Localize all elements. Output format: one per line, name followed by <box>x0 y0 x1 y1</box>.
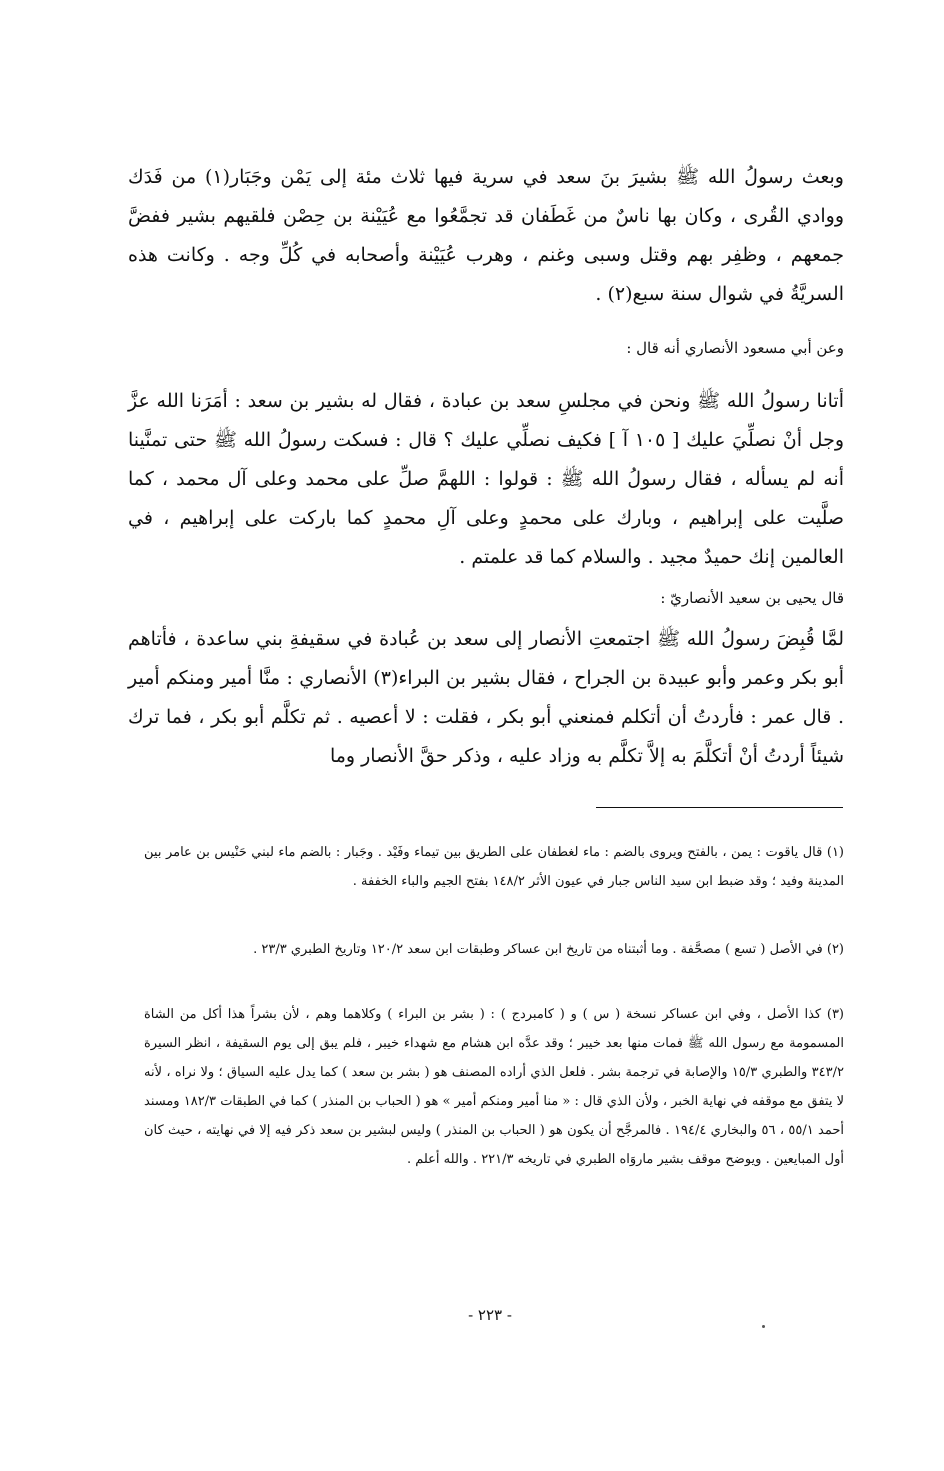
footnote-3: (٣) كذا الأصل ، وفي ابن عساكر نسخة ( س ) و ( كامبردج ) : ( بشر بن البراء ) وكلاهما وهم ، لأن بشراً هذا أكل من الشاة المسمومة مع رسول الله ﷺ فمات منها بعد خيبر ؛ وقد عدَّه ابن هشام مع شهداء خيبر ، فلم يبق إلى يوم السقيفة ، انظر السيرة ٣٤٣/٢ والطبري ١٥/٣ والإصابة في ترجمة بشر . فلعل الذي أراده المصنف هو ( بشر بن سعد ) كما يدل عليه السياق ؛ ولا نراه ، لأنه لا يتفق مع موقفه في نهاية الخبر ، ولأن الذي قال : « منا أمير ومنكم أمير » هو ( الحباب بن المنذر ) كما في الطبقات ١٨٢/٣ ومسند أحمد ٥٥/١ ، ٥٦ والبخاري ١٩٤/٤ . فالمرجَّح أن يكون هو ( الحباب بن المنذر ) وليس لبشير بن سعد ذكر فيه إلا في نهايته ، حيث كان أول المبايعين . ويوضح موقف بشير ماروَاه الطبري في تاريخه ٢٢١/٣ . والله أعلم . <box>144 1007 845 1167</box>
paragraph-salat-ibrahimiyya: أتانا رسولُ الله ﷺ ونحن في مجلسِ سعد بن عبادة ، فقال له بشير بن سعد : أمَرَنا الله عزَّ وجل أنْ نصلِّيَ عليك [ ١٠٥ آ ] فكيف نصلِّي عليك ؟ قال : فسكت رسولُ الله ﷺ حتى تمنَّينا أنه لم يسأله ، فقال رسولُ الله ﷺ : قولوا : اللهمَّ صلِّ على محمد وعلى آل محمد ، كما صلَّيت على إبراهيم ، وبارك على محمدٍ وعلى آلِ محمدٍ كما باركت على إبراهيم ، في العالمين إنك حميدٌ مجيد . والسلام كما قد علمتم . <box>128 390 844 568</box>
scan-speck <box>762 1325 765 1328</box>
footnote-1: (١) قال ياقوت : يمن ، بالفتح ويروى بالضم : ماء لغطفان على الطريق بين تيماء وفَيْد . وجَبار : بالضم ماء لبني حَنْيس بن عامر بين المدينة وفيد ؛ وقد ضبط ابن سيد الناس جبار في عيون الأثر ١٤٨/٢ بفتح الجيم والباء الخففة . <box>144 845 844 889</box>
hadith-intro-yahya: قال يحيى بن سعيد الأنصاريّ : <box>660 589 844 607</box>
hadith-intro-abu-masud: وعن أبي مسعود الأنصاري أنه قال : <box>626 339 844 357</box>
paragraph-sariyya: وبعث رسولُ الله ﷺ بشيرَ بنَ سعد في سرية فيها ثلاث مئة إلى يَمْن وجَبَار(١) من فَدَك ووادي القُرى ، وكان بها ناسٌ من غَطَفان قد تجمَّعُوا مع عُيَيْنة بن حِصْن فلقيهم بشير ففضَّ جمعهم ، وظفِر بهم وقتل وسبى وغنم ، وهرب عُيَيْنة وأصحابه في كُلِّ وجه . وكانت هذه السريَّةُ في شوال سنة سبع(٢) . <box>128 166 844 305</box>
footnote-separator <box>596 807 843 808</box>
paragraph-saqifa: لمَّا قُبِضَ رسولُ الله ﷺ اجتمعتِ الأنصار إلى سعد بن عُبادة في سقيفةِ بني ساعدة ، فأتاهم أبو بكر وعمر وأبو عبيدة بن الجراح ، فقال بشير بن البراء(٣) الأنصاري : منَّا أمير ومنكم أمير . قال عمر : فأردتُ أن أتكلم فمنعني أبو بكر ، فقلت : لا أعصيه . ثم تكلَّم أبو بكر ، فما ترك شيئاً أردتُ أنْ أتكلَّمَ به إلاَّ تكلَّم به وزاد عليه ، وذكر حقَّ الأنصار وما <box>128 628 844 767</box>
page-number: - ٢٢٣ - <box>468 1306 512 1324</box>
footnote-2: (٢) في الأصل ( تسع ) مصحَّفة . وما أثبتناه من تاريخ ابن عساكر وطبقات ابن سعد ١٢٠/٢ وتاريخ الطبري ٢٣/٣ . <box>253 942 844 957</box>
